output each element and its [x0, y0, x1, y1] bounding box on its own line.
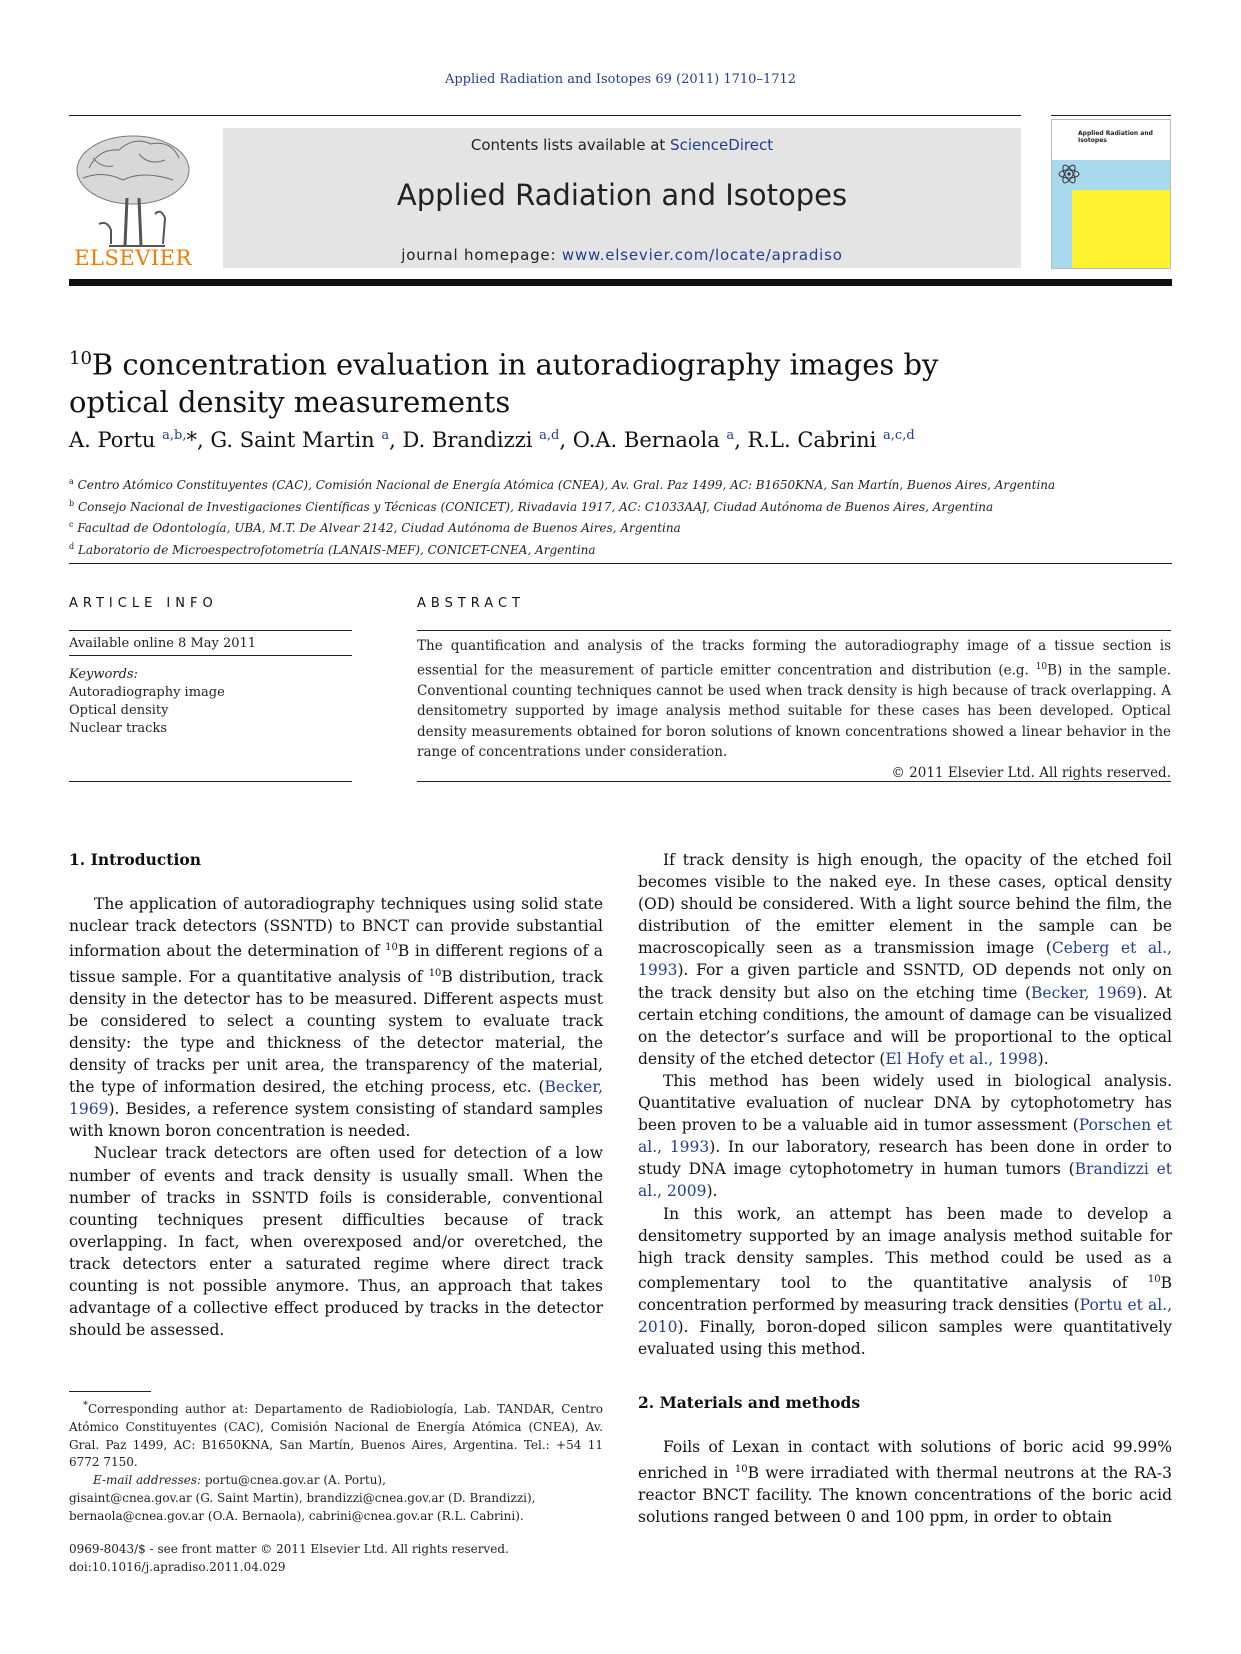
- reference-link[interactable]: Portu et al., 2010: [638, 1296, 1173, 1337]
- paragraph: If track density is high enough, the opacity of the etched foil becomes visible to the naked eye. In these cases, optical density (OD) should be considered. With a light source behind the film, the distribution of the emitter element in the sample can be macroscopically seen as a transmission image (Ceberg et al., 1993). For a given particle and SSNTD, OD depends not only on the track density but also on the etching time (Becker, 1969). At certain etching conditions, the amount of damage can be visualized on the detector’s surface and will be proportional to the optical density of the etched detector (El Hofy et al., 1998).: [638, 851, 1172, 1068]
- header-rule: [69, 115, 1021, 116]
- homepage-line: journal homepage: www.elsevier.com/locate/apradiso: [401, 246, 843, 264]
- paragraph: Nuclear track detectors are often used for detection of a low number of events and track density is usually small. When the number of tracks in SSNTD foils is considerable, conventional counting techniques present difficulties because of track overlapping. In fact, when overexposed and/or overetched, the track detectors enter a saturated regime where direct track counting is not possible anymore. Thus, an approach that takes advantage of a collective effect produced by tracks in the detector should be assessed.: [69, 1144, 603, 1340]
- author-list: A. Portu $^{a,b,}$*, G. Saint Martin $^a$, D. Brandizzi $^{a,d}$, O.A. Bernaola $^a$, R.L. Cabrini $^{a,c,d}$: [69, 428, 915, 452]
- section-heading-introduction: 1. Introduction: [69, 850, 201, 869]
- keyword: Nuclear tracks: [69, 721, 167, 736]
- keyword: Optical density: [69, 703, 169, 718]
- contents-line: Contents lists available at ScienceDirect: [470, 136, 774, 154]
- homepage-link[interactable]: www.elsevier.com/locate/apradiso: [561, 246, 843, 264]
- author[interactable]: R.L. Cabrini $^{a,c,d}$: [747, 428, 915, 452]
- paragraph: This method has been widely used in biological analysis. Quantitative evaluation of nuclear DNA by cytophotometry has been proven to be a valuable aid in tumor assessment (Porschen et al., 1993). In our laboratory, research has been done in order to study DNA image cytophotometry in human tumors (Brandizzi et al., 2009).: [638, 1071, 1172, 1201]
- reference-link[interactable]: El Hofy et al., 1998: [885, 1049, 1038, 1068]
- reference-link[interactable]: Ceberg et al., 1993: [638, 939, 1172, 980]
- author[interactable]: D. Brandizzi $^{a,d}$: [402, 428, 560, 452]
- article-info-heading: ARTICLE INFO: [69, 596, 218, 611]
- reference-link[interactable]: Becker, 1969: [1031, 983, 1137, 1002]
- paragraph: Foils of Lexan in contact with solutions of boric acid 99.99% enriched in $^{10}$B were irradiated with thermal neutrons at the RA-3 reactor BNCT facility. The known concentrations of the boric acid solutions ranged between 0 and 100 ppm, in order to obtain: [638, 1438, 1172, 1526]
- email-links[interactable]: gisaint@cnea.gov.ar (G. Saint Martin), brandizzi@cnea.gov.ar (D. Brandizzi),: [69, 1490, 536, 1505]
- abstract-heading: ABSTRACT: [417, 596, 525, 611]
- abstract-rule-top: [417, 630, 1171, 631]
- header-rule-right: [1051, 115, 1171, 116]
- affiliation: $^d$ Laboratorio de Microespectrofotometría (LANAIS-MEF), CONICET-CNEA, Argentina: [69, 541, 596, 557]
- body-left-column: [69, 849, 603, 1341]
- corresponding-author-footnote: *Corresponding author at: Departamento de Radiobiología, Lab. TANDAR, Centro Atómico Constituyentes (CAC), Comisión Nacional de Energía Atómica (CNEA), Av. Gral. Paz 1499, AC: B1650KNA, San Martín, Buenos Aires, Argentina. Tel.: +54 11 6772 7150. E-mail addresses: portu@cnea.gov.ar (A. Portu), gisaint@cnea.gov.ar (G. Saint Martin), brandizzi@cnea.gov.ar (D. Brandizzi), bernaola@cnea.gov.ar (O.A. Bernaola), cabrini@cnea.gov.ar (R.L. Cabrini).: [69, 1397, 603, 1526]
- article-info-rule-bottom: [69, 781, 352, 782]
- atom-icon: [1057, 164, 1081, 184]
- journal-cover-thumbnail[interactable]: [1051, 119, 1171, 269]
- keywords-label: Keywords:: [69, 667, 138, 682]
- reference-link[interactable]: Porschen et al., 1993: [638, 1116, 1172, 1157]
- keyword: Autoradiography image: [69, 685, 225, 700]
- reference-link[interactable]: Brandizzi et al., 2009: [638, 1160, 1172, 1201]
- journal-banner: [223, 128, 1021, 268]
- journal-citation[interactable]: Applied Radiation and Isotopes 69 (2011) 1710–1712: [444, 72, 797, 87]
- article-info-rule-mid: [69, 655, 352, 656]
- journal-title: Applied Radiation and Isotopes: [396, 178, 848, 212]
- footnote-rule: [69, 1391, 151, 1392]
- affiliations: [69, 473, 1172, 559]
- elsevier-wordmark: ELSEVIER: [74, 246, 192, 270]
- author[interactable]: O.A. Bernaola $^a$: [572, 428, 735, 452]
- affiliation: $^c$ Facultad de Odontología, UBA, M.T. De Alvear 2142, Ciudad Autónoma de Buenos Aires, Argentina: [69, 520, 681, 535]
- section-heading-methods: 2. Materials and methods: [638, 1393, 861, 1413]
- abstract-copyright: © 2011 Elsevier Ltd. All rights reserved.: [891, 764, 1171, 781]
- available-online: Available online 8 May 2011: [69, 636, 257, 651]
- sciencedirect-link[interactable]: ScienceDirect: [670, 136, 774, 154]
- reference-link[interactable]: Becker, 1969: [69, 1078, 603, 1119]
- cover-title: Applied Radiation and Isotopes: [1078, 130, 1153, 144]
- header-thick-rule: [69, 279, 1172, 286]
- email-links[interactable]: portu@cnea.gov.ar (A. Portu),: [201, 1473, 386, 1488]
- paragraph: In this work, an attempt has been made to develop a densitometry supported by an image analysis method suitable for high track density samples. This method could be used as a complementary tool to the quantitative analysis of $^{10}$B concentration performed by measuring track densities (Portu et al., 2010). Finally, boron-doped silicon samples were quantitatively evaluated using this method.: [638, 1204, 1173, 1359]
- paragraph: The application of autoradiography techniques using solid state nuclear track detectors (SSNTD) to BNCT can provide substantial information about the determination of $^{10}$B in different regions of a tissue sample. For a quantitative analysis of $^{10}$B distribution, track density in the detector has to be measured. Different aspects must be considered to select a counting system to evaluate track density: the type and thickness of the detector material, the density of tracks per unit area, the transparency of the material, the type of information desired, the etching process, etc. (Becker, 1969). Besides, a reference system consisting of standard samples with known boron concentration is needed.: [69, 895, 603, 1141]
- front-matter: [69, 1541, 603, 1576]
- abstract-rule-bottom: [417, 781, 1171, 782]
- keywords-block: [69, 666, 352, 738]
- issn-line: 0969-8043/$ - see front matter © 2011 Elsevier Ltd. All rights reserved.: [69, 1542, 509, 1556]
- author[interactable]: G. Saint Martin $^a$: [210, 428, 390, 452]
- doi-link[interactable]: doi:10.1016/j.apradiso.2011.04.029: [69, 1559, 286, 1574]
- affiliations-rule: [69, 563, 1172, 564]
- abstract-text: The quantification and analysis of the tracks forming the autoradiography image of a tissue section is essential for the measurement of particle emitter concentration and distribution (e.g. $^{10}$B) in the sample. Conventional counting techniques cannot be used when track density is high because of track overlapping. A densitometry supported by image analysis method suitable for these cases has been developed. Optical density measurements obtained for boron solutions of known concentrations showed a linear behavior in the range of concentrations under consideration. © 2011 Elsevier Ltd. All rights reserved.: [417, 636, 1171, 783]
- affiliation: $^b$ Consejo Nacional de Investigaciones Científicas y Técnicas (CONICET), Rivadavia 1917, AC: C1033AAJ, Ciudad Autónoma de Buenos Aires, Argentina: [69, 498, 994, 514]
- affiliation: $^a$ Centro Atómico Constituyentes (CAC), Comisión Nacional de Energía Atómica (CNEA), Av. Gral. Paz 1499, AC: B1650KNA, San Martín, Buenos Aires, Argentina: [69, 477, 1056, 492]
- article-title: $^{10}$B concentration evaluation in autoradiography images by optical density measurements: [69, 347, 939, 419]
- article-info-rule-top: [69, 630, 352, 631]
- body-right-column: [638, 849, 1172, 1528]
- email-label: E-mail addresses:: [93, 1473, 202, 1488]
- author[interactable]: A. Portu $^{a,b,}$*: [69, 428, 197, 452]
- email-links[interactable]: bernaola@cnea.gov.ar (O.A. Bernaola), cabrini@cnea.gov.ar (R.L. Cabrini).: [69, 1508, 524, 1523]
